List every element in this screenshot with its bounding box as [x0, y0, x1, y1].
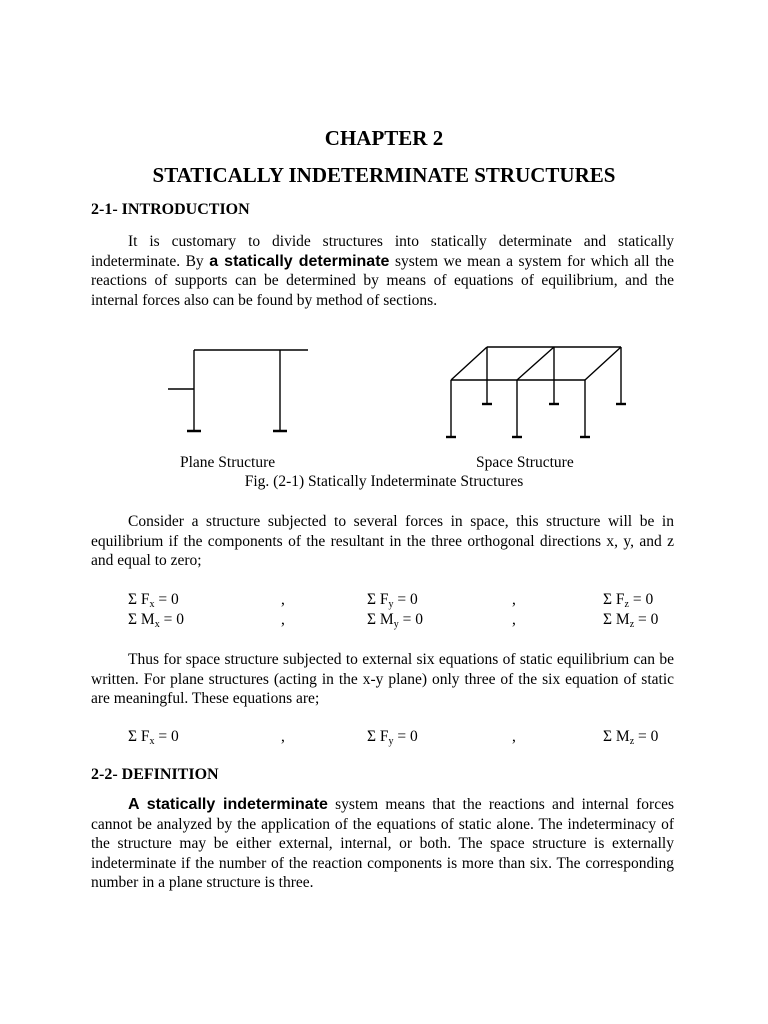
eq-subscript: x: [149, 736, 155, 747]
equation-separator: ,: [281, 728, 285, 745]
eq-symbol: M: [615, 728, 630, 745]
space-structure-label: Space Structure: [476, 454, 574, 471]
sigma-symbol: Σ: [128, 611, 138, 628]
section-heading-introduction: 2-1- INTRODUCTION: [91, 201, 250, 218]
paragraph-definition: [91, 795, 674, 893]
eq-rhs: = 0: [397, 591, 418, 608]
eq-rhs: = 0: [632, 591, 654, 608]
eq-rhs: = 0: [158, 728, 179, 745]
sigma-symbol: Σ: [128, 728, 138, 745]
plane-structure-diagram: [165, 345, 325, 445]
equation-sum-my: [367, 610, 423, 634]
equation-separator: ,: [281, 611, 285, 628]
bold-term-indeterminate: A statically indeterminate: [128, 796, 328, 813]
sigma-symbol: Σ: [603, 728, 613, 745]
paragraph-plane-equations: Thus for space structure subjected to external six equations of static equilibrium can be written. For plane structures (acting in the x-y plane) only three of the six equation of static are meaningful. These equations are;: [91, 651, 674, 707]
eq-subscript: y: [393, 619, 399, 630]
sigma-symbol: Σ: [128, 591, 138, 608]
eq-rhs: = 0: [638, 728, 659, 745]
eq-subscript: x: [154, 619, 160, 630]
eq-rhs: = 0: [397, 728, 418, 745]
eq-symbol: F: [379, 728, 389, 745]
eq-symbol: F: [379, 591, 389, 608]
paragraph-introduction: [91, 232, 674, 310]
eq-symbol: F: [140, 591, 150, 608]
equation-separator: ,: [512, 591, 516, 608]
eq-rhs: = 0: [163, 611, 184, 628]
equation-separator: ,: [512, 728, 516, 745]
sigma-symbol: Σ: [367, 591, 377, 608]
bold-term-determinate: a statically determinate: [209, 252, 390, 270]
eq-subscript: y: [388, 736, 394, 747]
sigma-symbol: Σ: [367, 728, 377, 745]
eq-subscript: z: [624, 599, 629, 610]
paragraph-equilibrium: Consider a structure subjected to several forces in space, this structure will be in equilibrium if the components of the resultant in the three orthogonal directions x, y, and z and equal to zero;: [91, 513, 674, 569]
eq-symbol: F: [140, 728, 150, 745]
sigma-symbol: Σ: [367, 611, 377, 628]
equation-sum-mx: [128, 610, 184, 634]
chapter-title: STATICALLY INDETERMINATE STRUCTURES: [152, 163, 616, 187]
sigma-symbol: Σ: [603, 591, 613, 608]
figure-caption: Fig. (2-1) Statically Indeterminate Structures: [244, 473, 524, 490]
equation-plane-mz: [603, 727, 658, 751]
chapter-heading: CHAPTER 2: [324, 126, 444, 150]
space-structure-diagram: [440, 340, 640, 450]
paragraph-text: system means that the reactions and internal forces cannot be analyzed by the application of the equations of static alone. The indeterminacy of the structure may be either external, internal, or both. The space structure is externally indeterminate if the number of the reaction components is more than six. The corresponding number in a plane structure is three.: [91, 796, 674, 891]
eq-subscript: z: [629, 736, 635, 747]
eq-rhs: = 0: [402, 611, 423, 628]
paragraph-text: system we mean a system for which all the reactions of supports can be determined by means of equations of equilibrium, and the internal forces also can be found by method of sections.: [91, 252, 675, 309]
equation-separator: ,: [281, 591, 285, 608]
plane-structure-label: Plane Structure: [180, 454, 276, 471]
sigma-symbol: Σ: [603, 611, 613, 628]
eq-symbol: M: [615, 611, 630, 628]
eq-subscript: y: [388, 599, 394, 610]
section-heading-definition: 2-2- DEFINITION: [91, 766, 219, 783]
eq-subscript: z: [629, 619, 635, 630]
eq-rhs: = 0: [158, 591, 179, 608]
paragraph-text: It is customary to divide structures into statically determinate and statically indeterminate. By: [91, 233, 674, 270]
eq-symbol: F: [615, 591, 625, 608]
eq-subscript: x: [149, 599, 155, 610]
eq-symbol: M: [140, 611, 155, 628]
equation-separator: ,: [512, 611, 516, 628]
equation-sum-mz: [603, 610, 658, 634]
equation-plane-fx: [128, 727, 179, 751]
equation-plane-fy: [367, 727, 418, 751]
eq-rhs: = 0: [638, 611, 659, 628]
eq-symbol: M: [379, 611, 394, 628]
